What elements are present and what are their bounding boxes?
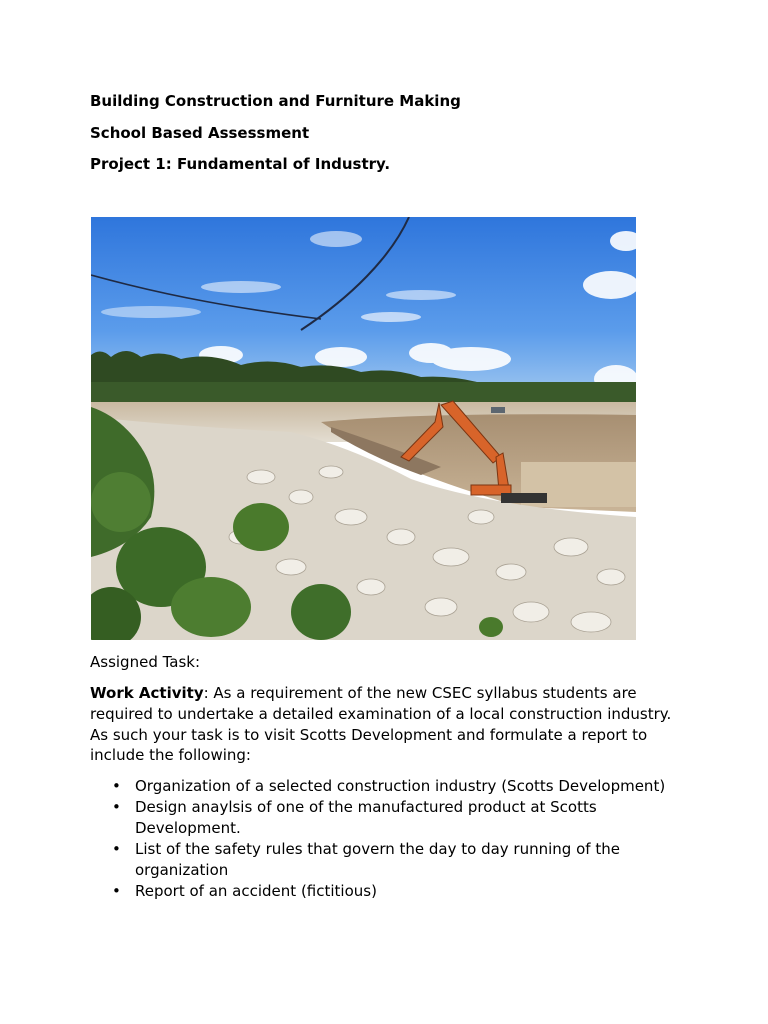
construction-site-photo xyxy=(91,217,636,640)
excavator-track xyxy=(501,493,547,503)
list-item-text: Report of an accident (fictitious) xyxy=(135,882,377,900)
list-item-text: Design anaylsis of one of the manufactured product at Scotts Development. xyxy=(135,798,597,837)
requirements-list xyxy=(90,776,690,902)
list-item xyxy=(90,881,690,902)
assigned-task-label: Assigned Task: xyxy=(90,653,201,671)
list-item xyxy=(90,776,690,797)
document-title: Building Construction and Furniture Making xyxy=(90,92,461,110)
list-item xyxy=(90,797,690,839)
document-subtitle: School Based Assessment xyxy=(90,124,310,142)
work-activity-label: Work Activity xyxy=(90,684,204,702)
work-activity-paragraph xyxy=(90,683,690,766)
list-item xyxy=(90,839,690,881)
bullet-icon: • xyxy=(112,798,121,816)
bullet-icon: • xyxy=(112,777,121,795)
bullet-icon: • xyxy=(112,882,121,900)
list-item-text: List of the safety rules that govern the day to day running of the organization xyxy=(135,840,620,879)
vehicle xyxy=(491,407,505,413)
bullet-icon: • xyxy=(112,840,121,858)
work-activity-text: : As a requirement of the new CSEC syllabus students are required to undertake a detailed examination of a local construction industry. As such your task is to visit Scotts Development and formulate a report to include the following: xyxy=(90,684,672,765)
project-title: Project 1: Fundamental of Industry. xyxy=(90,155,391,173)
list-item-text: Organization of a selected construction industry (Scotts Development) xyxy=(135,777,666,795)
